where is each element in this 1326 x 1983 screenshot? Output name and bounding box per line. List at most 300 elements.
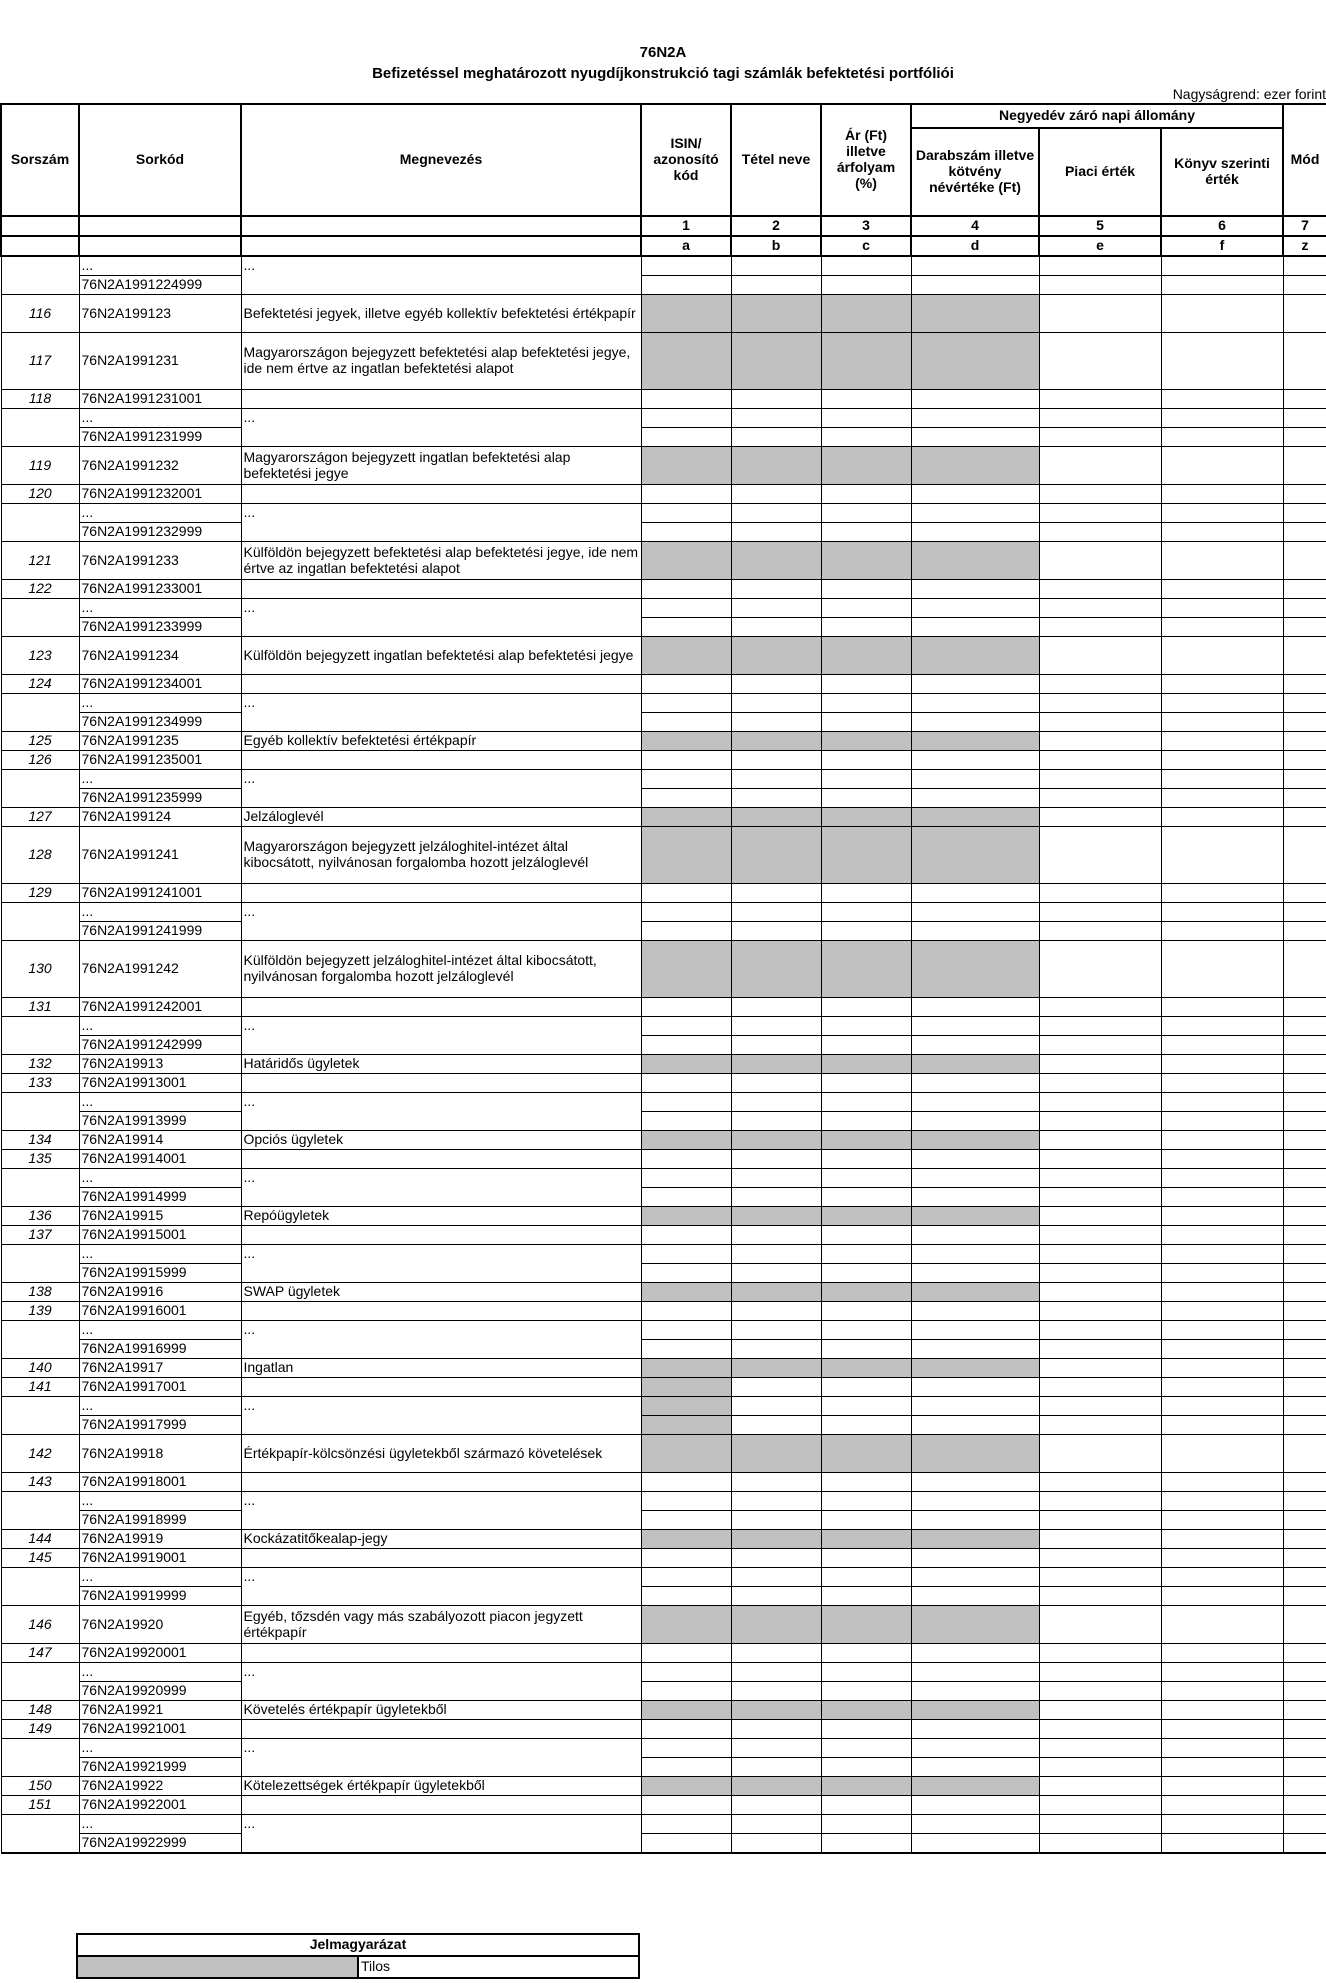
value-cell[interactable] bbox=[1161, 1606, 1283, 1644]
value-cell[interactable] bbox=[1283, 694, 1326, 713]
value-cell[interactable] bbox=[1161, 1682, 1283, 1701]
value-cell[interactable] bbox=[911, 884, 1039, 903]
value-cell[interactable] bbox=[911, 1739, 1039, 1758]
value-cell[interactable] bbox=[1039, 1207, 1161, 1226]
value-cell[interactable] bbox=[821, 1283, 911, 1302]
value-cell[interactable] bbox=[911, 1074, 1039, 1093]
value-cell[interactable] bbox=[911, 998, 1039, 1017]
value-cell[interactable] bbox=[1283, 447, 1326, 485]
value-cell[interactable] bbox=[731, 1131, 821, 1150]
value-cell[interactable] bbox=[641, 1131, 731, 1150]
value-cell[interactable] bbox=[1283, 770, 1326, 789]
value-cell[interactable] bbox=[911, 1587, 1039, 1606]
value-cell[interactable] bbox=[641, 1397, 731, 1416]
value-cell[interactable] bbox=[1039, 1131, 1161, 1150]
value-cell[interactable] bbox=[1039, 1074, 1161, 1093]
value-cell[interactable] bbox=[821, 1663, 911, 1682]
value-cell[interactable] bbox=[1039, 1245, 1161, 1264]
value-cell[interactable] bbox=[911, 1435, 1039, 1473]
value-cell[interactable] bbox=[1039, 1093, 1161, 1112]
value-cell[interactable] bbox=[731, 1226, 821, 1245]
value-cell[interactable] bbox=[1161, 1093, 1283, 1112]
value-cell[interactable] bbox=[731, 1549, 821, 1568]
value-cell[interactable] bbox=[731, 1758, 821, 1777]
value-cell[interactable] bbox=[911, 1302, 1039, 1321]
value-cell[interactable] bbox=[1283, 1055, 1326, 1074]
value-cell[interactable] bbox=[731, 827, 821, 884]
value-cell[interactable] bbox=[1161, 1302, 1283, 1321]
value-cell[interactable] bbox=[1039, 599, 1161, 618]
value-cell[interactable] bbox=[1039, 1150, 1161, 1169]
value-cell[interactable] bbox=[1283, 1074, 1326, 1093]
value-cell[interactable] bbox=[911, 256, 1039, 276]
value-cell[interactable] bbox=[911, 1701, 1039, 1720]
value-cell[interactable] bbox=[641, 713, 731, 732]
value-cell[interactable] bbox=[1161, 599, 1283, 618]
value-cell[interactable] bbox=[1161, 1112, 1283, 1131]
value-cell[interactable] bbox=[731, 1017, 821, 1036]
value-cell[interactable] bbox=[821, 808, 911, 827]
value-cell[interactable] bbox=[911, 1150, 1039, 1169]
value-cell[interactable] bbox=[1039, 1188, 1161, 1207]
value-cell[interactable] bbox=[1039, 523, 1161, 542]
value-cell[interactable] bbox=[821, 333, 911, 390]
value-cell[interactable] bbox=[1039, 1511, 1161, 1530]
value-cell[interactable] bbox=[821, 789, 911, 808]
value-cell[interactable] bbox=[821, 1777, 911, 1796]
value-cell[interactable] bbox=[1161, 675, 1283, 694]
value-cell[interactable] bbox=[911, 903, 1039, 922]
value-cell[interactable] bbox=[1039, 1663, 1161, 1682]
value-cell[interactable] bbox=[821, 1150, 911, 1169]
value-cell[interactable] bbox=[821, 428, 911, 447]
value-cell[interactable] bbox=[1039, 1701, 1161, 1720]
value-cell[interactable] bbox=[911, 1777, 1039, 1796]
value-cell[interactable] bbox=[1161, 504, 1283, 523]
value-cell[interactable] bbox=[821, 618, 911, 637]
value-cell[interactable] bbox=[911, 1549, 1039, 1568]
value-cell[interactable] bbox=[911, 1815, 1039, 1834]
value-cell[interactable] bbox=[911, 1682, 1039, 1701]
value-cell[interactable] bbox=[641, 1606, 731, 1644]
value-cell[interactable] bbox=[821, 1055, 911, 1074]
value-cell[interactable] bbox=[641, 922, 731, 941]
value-cell[interactable] bbox=[911, 1017, 1039, 1036]
value-cell[interactable] bbox=[821, 580, 911, 599]
value-cell[interactable] bbox=[1039, 1720, 1161, 1739]
value-cell[interactable] bbox=[1283, 485, 1326, 504]
value-cell[interactable] bbox=[1283, 1834, 1326, 1854]
value-cell[interactable] bbox=[911, 523, 1039, 542]
value-cell[interactable] bbox=[911, 1492, 1039, 1511]
value-cell[interactable] bbox=[641, 1112, 731, 1131]
value-cell[interactable] bbox=[641, 618, 731, 637]
value-cell[interactable] bbox=[1283, 276, 1326, 295]
value-cell[interactable] bbox=[1039, 504, 1161, 523]
value-cell[interactable] bbox=[1039, 1378, 1161, 1397]
value-cell[interactable] bbox=[1283, 1701, 1326, 1720]
value-cell[interactable] bbox=[1283, 941, 1326, 998]
value-cell[interactable] bbox=[641, 333, 731, 390]
value-cell[interactable] bbox=[1283, 1530, 1326, 1549]
value-cell[interactable] bbox=[641, 1169, 731, 1188]
value-cell[interactable] bbox=[1039, 1112, 1161, 1131]
value-cell[interactable] bbox=[821, 1226, 911, 1245]
value-cell[interactable] bbox=[1283, 295, 1326, 333]
value-cell[interactable] bbox=[911, 409, 1039, 428]
value-cell[interactable] bbox=[641, 504, 731, 523]
value-cell[interactable] bbox=[1039, 675, 1161, 694]
value-cell[interactable] bbox=[821, 447, 911, 485]
value-cell[interactable] bbox=[1039, 827, 1161, 884]
value-cell[interactable] bbox=[1283, 1473, 1326, 1492]
value-cell[interactable] bbox=[641, 599, 731, 618]
value-cell[interactable] bbox=[731, 618, 821, 637]
value-cell[interactable] bbox=[731, 1416, 821, 1435]
value-cell[interactable] bbox=[1283, 1397, 1326, 1416]
value-cell[interactable] bbox=[1283, 1283, 1326, 1302]
value-cell[interactable] bbox=[641, 428, 731, 447]
value-cell[interactable] bbox=[821, 884, 911, 903]
value-cell[interactable] bbox=[821, 1682, 911, 1701]
value-cell[interactable] bbox=[731, 998, 821, 1017]
value-cell[interactable] bbox=[911, 1188, 1039, 1207]
value-cell[interactable] bbox=[731, 1701, 821, 1720]
value-cell[interactable] bbox=[911, 1283, 1039, 1302]
value-cell[interactable] bbox=[1039, 1017, 1161, 1036]
value-cell[interactable] bbox=[731, 941, 821, 998]
value-cell[interactable] bbox=[1161, 1378, 1283, 1397]
value-cell[interactable] bbox=[731, 637, 821, 675]
value-cell[interactable] bbox=[821, 1340, 911, 1359]
value-cell[interactable] bbox=[1283, 1758, 1326, 1777]
value-cell[interactable] bbox=[911, 1663, 1039, 1682]
value-cell[interactable] bbox=[821, 903, 911, 922]
value-cell[interactable] bbox=[731, 1093, 821, 1112]
value-cell[interactable] bbox=[1161, 542, 1283, 580]
value-cell[interactable] bbox=[821, 827, 911, 884]
value-cell[interactable] bbox=[1283, 713, 1326, 732]
value-cell[interactable] bbox=[1161, 1663, 1283, 1682]
value-cell[interactable] bbox=[911, 922, 1039, 941]
value-cell[interactable] bbox=[821, 1473, 911, 1492]
value-cell[interactable] bbox=[641, 694, 731, 713]
value-cell[interactable] bbox=[911, 599, 1039, 618]
value-cell[interactable] bbox=[1161, 827, 1283, 884]
value-cell[interactable] bbox=[731, 732, 821, 751]
value-cell[interactable] bbox=[1161, 713, 1283, 732]
value-cell[interactable] bbox=[821, 1207, 911, 1226]
value-cell[interactable] bbox=[1039, 1739, 1161, 1758]
value-cell[interactable] bbox=[821, 409, 911, 428]
value-cell[interactable] bbox=[1039, 998, 1161, 1017]
value-cell[interactable] bbox=[821, 1644, 911, 1663]
value-cell[interactable] bbox=[1039, 1530, 1161, 1549]
value-cell[interactable] bbox=[1039, 1644, 1161, 1663]
value-cell[interactable] bbox=[641, 675, 731, 694]
value-cell[interactable] bbox=[821, 1492, 911, 1511]
value-cell[interactable] bbox=[731, 1682, 821, 1701]
value-cell[interactable] bbox=[911, 789, 1039, 808]
value-cell[interactable] bbox=[911, 1169, 1039, 1188]
value-cell[interactable] bbox=[1161, 523, 1283, 542]
value-cell[interactable] bbox=[731, 1036, 821, 1055]
value-cell[interactable] bbox=[731, 1397, 821, 1416]
value-cell[interactable] bbox=[1161, 1568, 1283, 1587]
value-cell[interactable] bbox=[1161, 694, 1283, 713]
value-cell[interactable] bbox=[821, 1245, 911, 1264]
value-cell[interactable] bbox=[731, 789, 821, 808]
value-cell[interactable] bbox=[1283, 1017, 1326, 1036]
value-cell[interactable] bbox=[1039, 1416, 1161, 1435]
value-cell[interactable] bbox=[1283, 523, 1326, 542]
value-cell[interactable] bbox=[731, 903, 821, 922]
value-cell[interactable] bbox=[1039, 1777, 1161, 1796]
value-cell[interactable] bbox=[641, 1663, 731, 1682]
value-cell[interactable] bbox=[821, 1815, 911, 1834]
value-cell[interactable] bbox=[641, 256, 731, 276]
value-cell[interactable] bbox=[1161, 1150, 1283, 1169]
value-cell[interactable] bbox=[821, 1264, 911, 1283]
value-cell[interactable] bbox=[641, 903, 731, 922]
value-cell[interactable] bbox=[1283, 751, 1326, 770]
value-cell[interactable] bbox=[821, 1131, 911, 1150]
value-cell[interactable] bbox=[821, 694, 911, 713]
value-cell[interactable] bbox=[1039, 1302, 1161, 1321]
value-cell[interactable] bbox=[1283, 542, 1326, 580]
value-cell[interactable] bbox=[641, 1340, 731, 1359]
value-cell[interactable] bbox=[1161, 447, 1283, 485]
value-cell[interactable] bbox=[821, 751, 911, 770]
value-cell[interactable] bbox=[821, 1397, 911, 1416]
value-cell[interactable] bbox=[1161, 618, 1283, 637]
value-cell[interactable] bbox=[1161, 1207, 1283, 1226]
value-cell[interactable] bbox=[731, 884, 821, 903]
value-cell[interactable] bbox=[911, 713, 1039, 732]
value-cell[interactable] bbox=[1161, 1416, 1283, 1435]
value-cell[interactable] bbox=[1161, 1283, 1283, 1302]
value-cell[interactable] bbox=[641, 1720, 731, 1739]
value-cell[interactable] bbox=[1283, 1359, 1326, 1378]
value-cell[interactable] bbox=[641, 732, 731, 751]
value-cell[interactable] bbox=[821, 1739, 911, 1758]
value-cell[interactable] bbox=[731, 1321, 821, 1340]
value-cell[interactable] bbox=[821, 504, 911, 523]
value-cell[interactable] bbox=[1039, 1815, 1161, 1834]
value-cell[interactable] bbox=[1161, 1796, 1283, 1815]
value-cell[interactable] bbox=[911, 1606, 1039, 1644]
value-cell[interactable] bbox=[1039, 256, 1161, 276]
value-cell[interactable] bbox=[731, 542, 821, 580]
value-cell[interactable] bbox=[911, 618, 1039, 637]
value-cell[interactable] bbox=[821, 485, 911, 504]
value-cell[interactable] bbox=[1161, 1549, 1283, 1568]
value-cell[interactable] bbox=[1161, 1720, 1283, 1739]
value-cell[interactable] bbox=[911, 808, 1039, 827]
value-cell[interactable] bbox=[641, 1207, 731, 1226]
value-cell[interactable] bbox=[641, 789, 731, 808]
value-cell[interactable] bbox=[911, 1720, 1039, 1739]
value-cell[interactable] bbox=[641, 447, 731, 485]
value-cell[interactable] bbox=[731, 1568, 821, 1587]
value-cell[interactable] bbox=[641, 1511, 731, 1530]
value-cell[interactable] bbox=[821, 1017, 911, 1036]
value-cell[interactable] bbox=[821, 599, 911, 618]
value-cell[interactable] bbox=[1283, 1720, 1326, 1739]
value-cell[interactable] bbox=[821, 523, 911, 542]
value-cell[interactable] bbox=[1039, 618, 1161, 637]
value-cell[interactable] bbox=[911, 1131, 1039, 1150]
value-cell[interactable] bbox=[1283, 637, 1326, 675]
value-cell[interactable] bbox=[1283, 1777, 1326, 1796]
value-cell[interactable] bbox=[641, 1834, 731, 1854]
value-cell[interactable] bbox=[911, 1378, 1039, 1397]
value-cell[interactable] bbox=[731, 599, 821, 618]
value-cell[interactable] bbox=[731, 1055, 821, 1074]
value-cell[interactable] bbox=[731, 922, 821, 941]
value-cell[interactable] bbox=[1161, 637, 1283, 675]
value-cell[interactable] bbox=[1283, 1549, 1326, 1568]
value-cell[interactable] bbox=[1039, 1606, 1161, 1644]
value-cell[interactable] bbox=[1039, 1169, 1161, 1188]
value-cell[interactable] bbox=[1161, 1169, 1283, 1188]
value-cell[interactable] bbox=[641, 637, 731, 675]
value-cell[interactable] bbox=[731, 1777, 821, 1796]
value-cell[interactable] bbox=[641, 1644, 731, 1663]
value-cell[interactable] bbox=[1039, 390, 1161, 409]
value-cell[interactable] bbox=[1161, 884, 1283, 903]
value-cell[interactable] bbox=[731, 1796, 821, 1815]
value-cell[interactable] bbox=[731, 485, 821, 504]
value-cell[interactable] bbox=[1161, 1777, 1283, 1796]
value-cell[interactable] bbox=[1283, 1302, 1326, 1321]
value-cell[interactable] bbox=[731, 1834, 821, 1854]
value-cell[interactable] bbox=[1283, 1511, 1326, 1530]
value-cell[interactable] bbox=[821, 941, 911, 998]
value-cell[interactable] bbox=[1283, 1435, 1326, 1473]
value-cell[interactable] bbox=[1283, 732, 1326, 751]
value-cell[interactable] bbox=[1039, 447, 1161, 485]
value-cell[interactable] bbox=[1039, 751, 1161, 770]
value-cell[interactable] bbox=[1039, 485, 1161, 504]
value-cell[interactable] bbox=[1283, 1245, 1326, 1264]
value-cell[interactable] bbox=[821, 1378, 911, 1397]
value-cell[interactable] bbox=[1039, 276, 1161, 295]
value-cell[interactable] bbox=[731, 1245, 821, 1264]
value-cell[interactable] bbox=[731, 1815, 821, 1834]
value-cell[interactable] bbox=[731, 694, 821, 713]
value-cell[interactable] bbox=[641, 1226, 731, 1245]
value-cell[interactable] bbox=[911, 1397, 1039, 1416]
value-cell[interactable] bbox=[1039, 580, 1161, 599]
value-cell[interactable] bbox=[821, 1796, 911, 1815]
value-cell[interactable] bbox=[1039, 1758, 1161, 1777]
value-cell[interactable] bbox=[911, 1511, 1039, 1530]
value-cell[interactable] bbox=[1283, 256, 1326, 276]
value-cell[interactable] bbox=[911, 1473, 1039, 1492]
value-cell[interactable] bbox=[911, 1340, 1039, 1359]
value-cell[interactable] bbox=[641, 1777, 731, 1796]
value-cell[interactable] bbox=[1283, 1587, 1326, 1606]
value-cell[interactable] bbox=[1161, 1492, 1283, 1511]
value-cell[interactable] bbox=[1283, 1207, 1326, 1226]
value-cell[interactable] bbox=[911, 1245, 1039, 1264]
value-cell[interactable] bbox=[641, 1321, 731, 1340]
value-cell[interactable] bbox=[1039, 1340, 1161, 1359]
value-cell[interactable] bbox=[911, 1416, 1039, 1435]
value-cell[interactable] bbox=[1161, 295, 1283, 333]
value-cell[interactable] bbox=[731, 1340, 821, 1359]
value-cell[interactable] bbox=[1283, 504, 1326, 523]
value-cell[interactable] bbox=[1039, 1264, 1161, 1283]
value-cell[interactable] bbox=[911, 1226, 1039, 1245]
value-cell[interactable] bbox=[1283, 884, 1326, 903]
value-cell[interactable] bbox=[1039, 884, 1161, 903]
value-cell[interactable] bbox=[1039, 1397, 1161, 1416]
value-cell[interactable] bbox=[1161, 1055, 1283, 1074]
value-cell[interactable] bbox=[641, 485, 731, 504]
value-cell[interactable] bbox=[641, 1093, 731, 1112]
value-cell[interactable] bbox=[821, 675, 911, 694]
value-cell[interactable] bbox=[821, 1188, 911, 1207]
value-cell[interactable] bbox=[911, 390, 1039, 409]
value-cell[interactable] bbox=[641, 1055, 731, 1074]
value-cell[interactable] bbox=[1161, 1473, 1283, 1492]
value-cell[interactable] bbox=[641, 580, 731, 599]
value-cell[interactable] bbox=[641, 1359, 731, 1378]
value-cell[interactable] bbox=[731, 1492, 821, 1511]
value-cell[interactable] bbox=[821, 732, 911, 751]
value-cell[interactable] bbox=[821, 1834, 911, 1854]
value-cell[interactable] bbox=[731, 1169, 821, 1188]
value-cell[interactable] bbox=[1283, 1416, 1326, 1435]
value-cell[interactable] bbox=[911, 580, 1039, 599]
value-cell[interactable] bbox=[731, 713, 821, 732]
value-cell[interactable] bbox=[641, 1435, 731, 1473]
value-cell[interactable] bbox=[1283, 1644, 1326, 1663]
value-cell[interactable] bbox=[1039, 1359, 1161, 1378]
value-cell[interactable] bbox=[1161, 428, 1283, 447]
value-cell[interactable] bbox=[1283, 1150, 1326, 1169]
value-cell[interactable] bbox=[1039, 732, 1161, 751]
value-cell[interactable] bbox=[1039, 1321, 1161, 1340]
value-cell[interactable] bbox=[731, 428, 821, 447]
value-cell[interactable] bbox=[641, 1473, 731, 1492]
value-cell[interactable] bbox=[1039, 295, 1161, 333]
value-cell[interactable] bbox=[1283, 409, 1326, 428]
value-cell[interactable] bbox=[1039, 1568, 1161, 1587]
value-cell[interactable] bbox=[1161, 1815, 1283, 1834]
value-cell[interactable] bbox=[731, 504, 821, 523]
value-cell[interactable] bbox=[1161, 1321, 1283, 1340]
value-cell[interactable] bbox=[911, 1112, 1039, 1131]
value-cell[interactable] bbox=[731, 1473, 821, 1492]
value-cell[interactable] bbox=[821, 1587, 911, 1606]
value-cell[interactable] bbox=[1039, 903, 1161, 922]
value-cell[interactable] bbox=[641, 1682, 731, 1701]
value-cell[interactable] bbox=[1039, 1055, 1161, 1074]
value-cell[interactable] bbox=[731, 1739, 821, 1758]
value-cell[interactable] bbox=[1039, 1834, 1161, 1854]
value-cell[interactable] bbox=[1161, 580, 1283, 599]
value-cell[interactable] bbox=[1161, 1644, 1283, 1663]
value-cell[interactable] bbox=[911, 428, 1039, 447]
value-cell[interactable] bbox=[1161, 1511, 1283, 1530]
value-cell[interactable] bbox=[1283, 827, 1326, 884]
value-cell[interactable] bbox=[731, 390, 821, 409]
value-cell[interactable] bbox=[731, 276, 821, 295]
value-cell[interactable] bbox=[1283, 1568, 1326, 1587]
